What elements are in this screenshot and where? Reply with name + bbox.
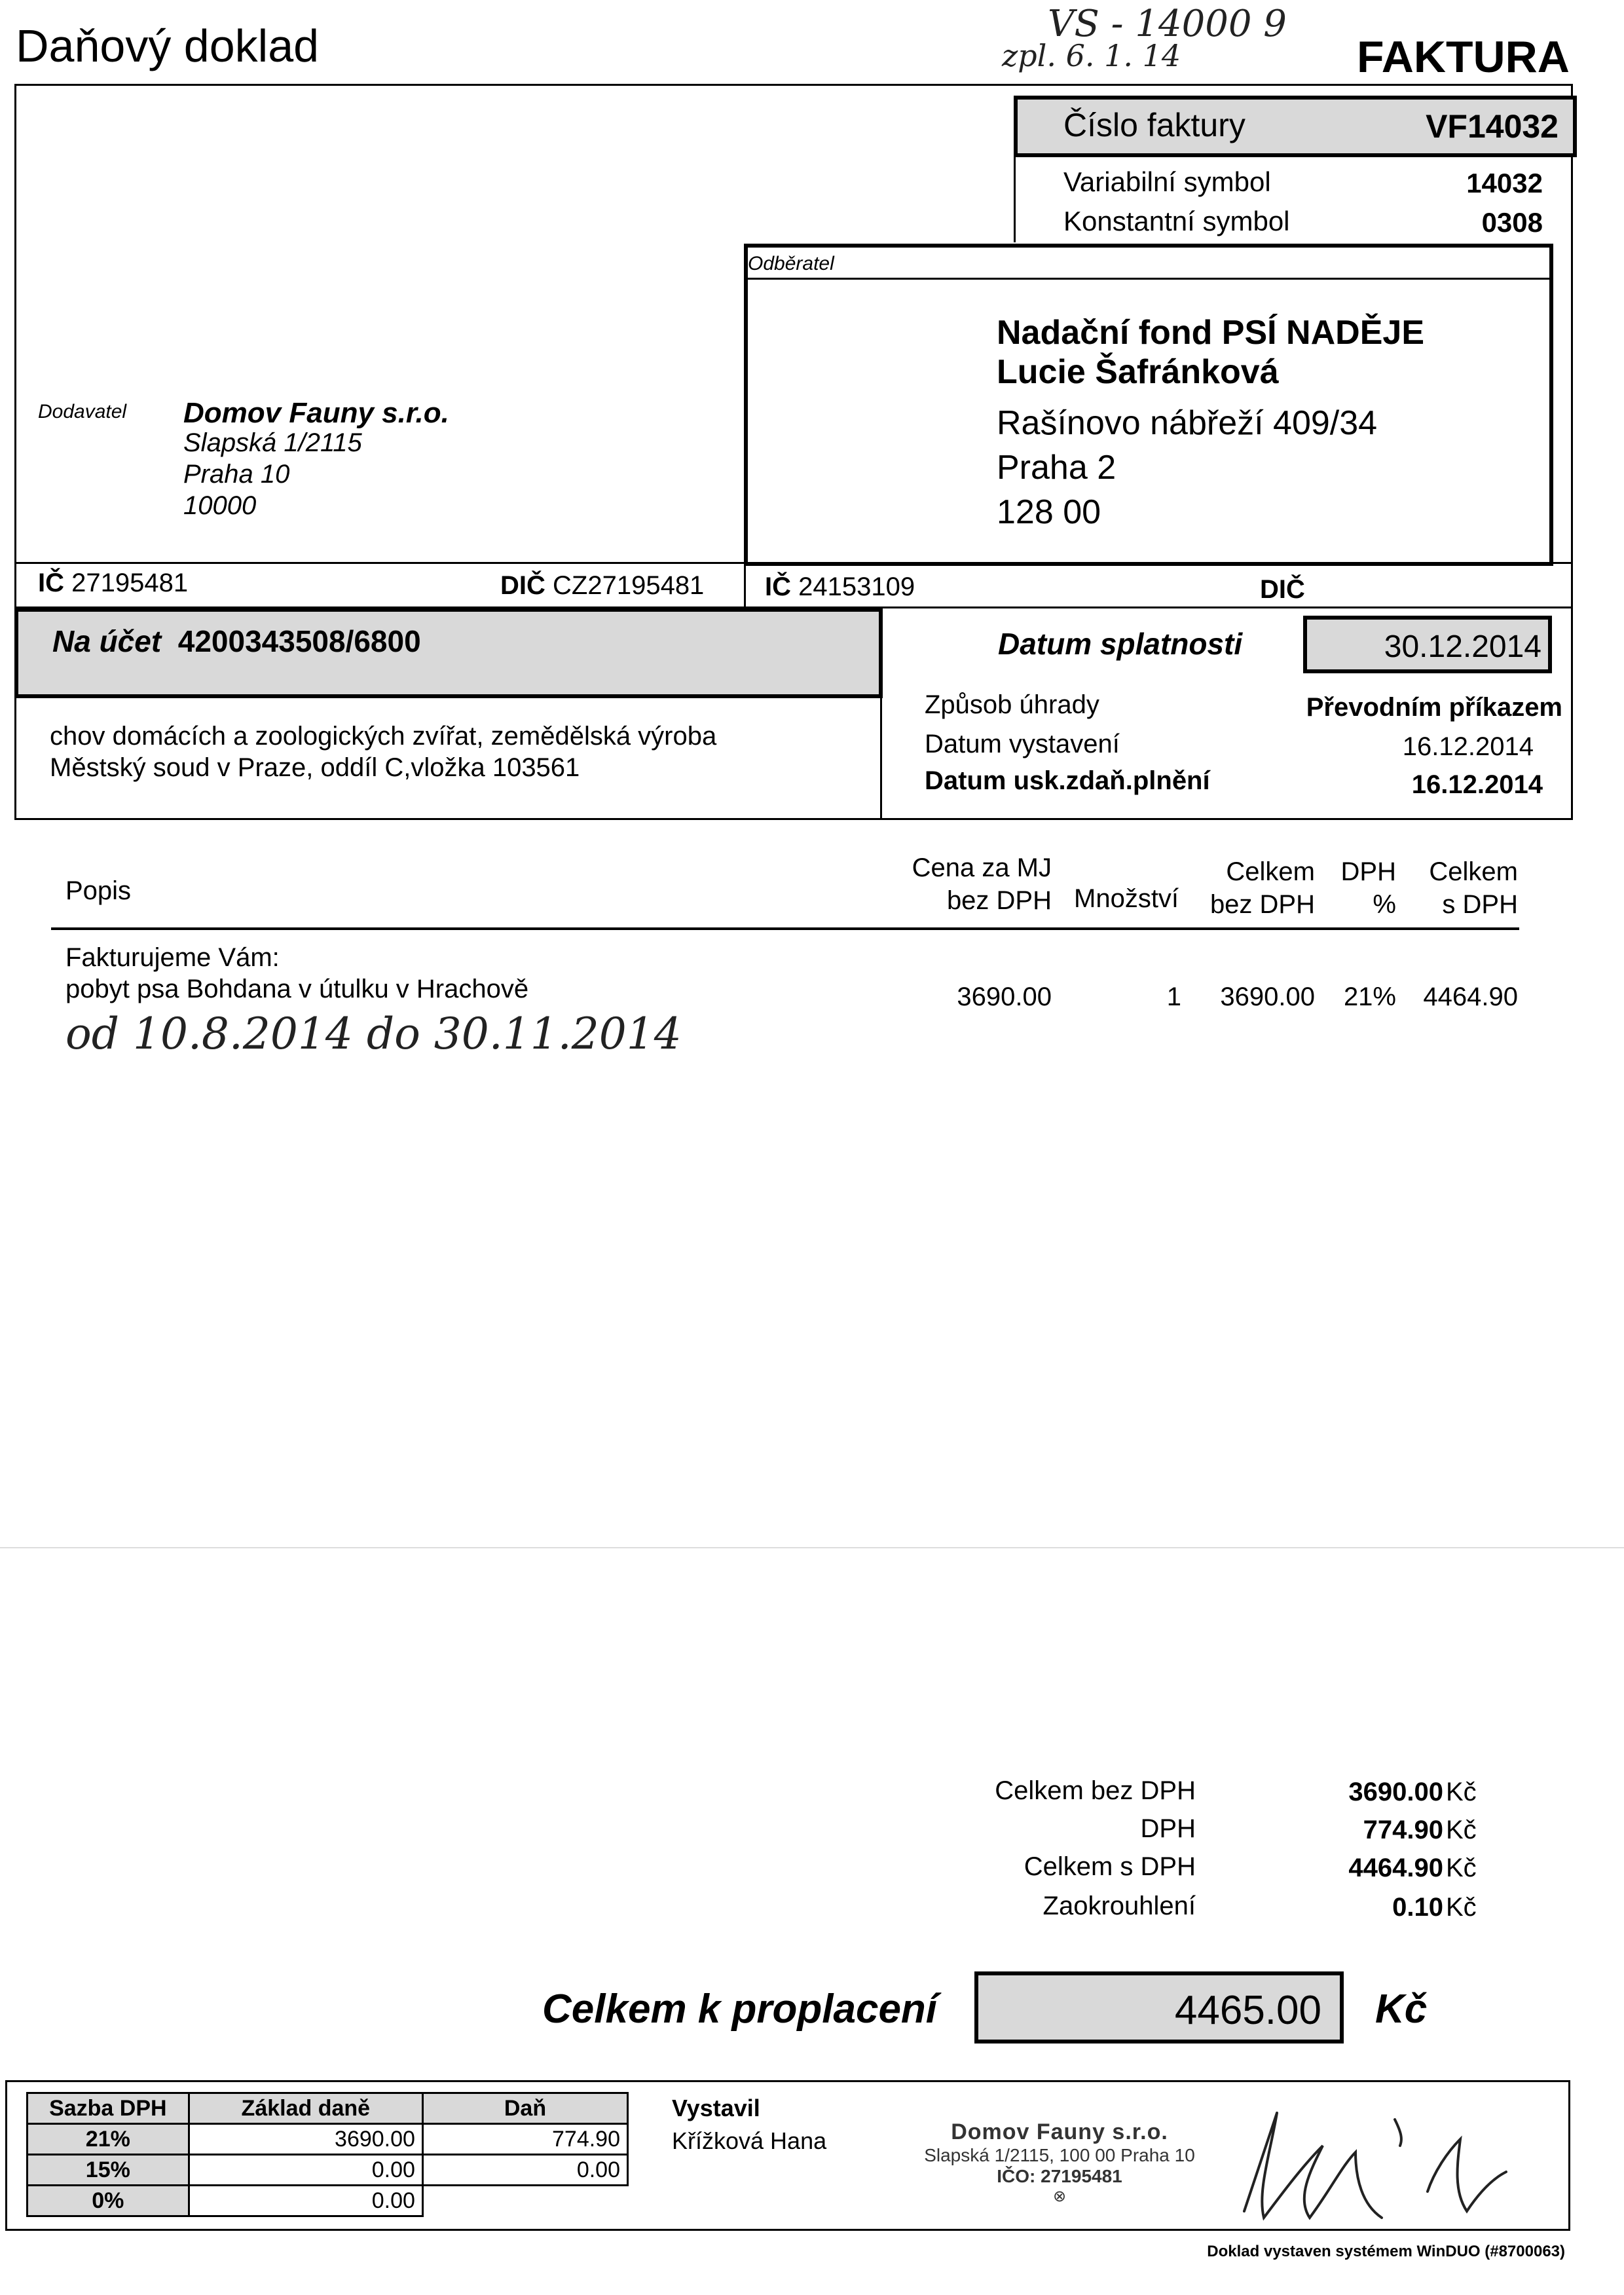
column-unit-price: Cena za MJ bez DPH xyxy=(912,853,1052,915)
supplier-name: Domov Fauny s.r.o. xyxy=(183,397,449,429)
handwritten-period: od 10.8.2014 do 30.11.2014 xyxy=(65,1009,682,1059)
rounding-label: Zaokrouhlení xyxy=(1043,1892,1196,1920)
customer-name: Nadační fond PSÍ NADĚJE xyxy=(997,314,1424,352)
supplier-activity: chov domácích a zoologických zvířat, zemědělská výroba xyxy=(50,722,717,751)
due-date: 30.12.2014 xyxy=(1384,629,1541,664)
company-stamp: Domov Fauny s.r.o. Slapská 1/2115, 100 00 Praha 10 IČO: 27195481 ⊗ xyxy=(909,2119,1210,2206)
vat-header-base: Základ daně xyxy=(189,2093,422,2124)
invoice-number-label: Číslo faktury xyxy=(1063,107,1246,143)
total-net: 3690.00 xyxy=(1348,1778,1443,1806)
total-gross-label: Celkem s DPH xyxy=(1024,1852,1196,1881)
rounding-currency: Kč xyxy=(1446,1893,1477,1922)
supplier-ic: IČ 27195481 xyxy=(38,569,189,597)
customer-dic-label: DIČ xyxy=(1260,575,1305,604)
total-net-currency: Kč xyxy=(1446,1778,1477,1806)
taxable-date-label: Datum usk.zdaň.plnění xyxy=(925,766,1210,795)
issued-by: Křížková Hana xyxy=(672,2127,827,2154)
system-note: Doklad vystaven systémem WinDUO (#8700063) xyxy=(1207,2243,1565,2260)
supplier-register: Městský soud v Praze, oddíl C,vložka 103561 xyxy=(50,753,580,782)
issue-date-label: Datum vystavení xyxy=(925,730,1120,758)
total-gross: 4464.90 xyxy=(1348,1854,1443,1882)
item-description: pobyt psa Bohdana v útulku v Hrachově xyxy=(65,975,529,1003)
total-net-label: Celkem bez DPH xyxy=(995,1776,1196,1805)
total-vat-currency: Kč xyxy=(1446,1816,1477,1844)
total-vat-label: DPH xyxy=(1140,1814,1196,1843)
column-vat-rate: DPH % xyxy=(1340,857,1396,919)
payment-method-label: Způsob úhrady xyxy=(925,690,1099,719)
supplier-zip: 10000 xyxy=(183,491,257,520)
bank-account: Na účet 4200343508/6800 xyxy=(52,624,421,658)
faktura-title: FAKTURA xyxy=(1357,32,1570,82)
rounding: 0.10 xyxy=(1392,1893,1443,1922)
customer-city: Praha 2 xyxy=(997,449,1116,487)
item-net-total: 3690.00 xyxy=(1220,982,1315,1011)
column-gross-total: Celkem s DPH xyxy=(1429,857,1518,919)
customer-box xyxy=(744,244,1553,566)
handwritten-paid-note: zpl. 6. 1. 14 xyxy=(1002,38,1181,73)
handwritten-vs-note: VS - 14000 9 xyxy=(1048,3,1287,45)
payment-method: Převodním příkazem xyxy=(1306,693,1562,722)
page-fold-line xyxy=(0,1547,1624,1548)
document-title: Daňový doklad xyxy=(16,20,320,71)
supplier-label: Dodavatel xyxy=(38,401,127,422)
vat-row: 21% 3690.00 774.90 xyxy=(28,2124,628,2155)
vat-header-tax: Daň xyxy=(422,2093,627,2124)
variable-symbol-label: Variabilní symbol xyxy=(1063,166,1271,197)
issue-date: 16.12.2014 xyxy=(1402,732,1534,761)
customer-label: Odběratel xyxy=(748,253,834,274)
supplier-city: Praha 10 xyxy=(183,460,290,489)
invoice-number: VF14032 xyxy=(1426,108,1559,145)
item-unit-price: 3690.00 xyxy=(957,982,1052,1011)
column-description: Popis xyxy=(65,876,132,905)
item-quantity: 1 xyxy=(1166,982,1181,1011)
customer-contact: Lucie Šafránková xyxy=(997,353,1279,391)
constant-symbol: 0308 xyxy=(1481,207,1543,238)
supplier-street: Slapská 1/2115 xyxy=(183,428,362,457)
total-gross-currency: Kč xyxy=(1446,1854,1477,1882)
supplier-dic: DIČ CZ27195481 xyxy=(500,571,705,600)
vat-summary-table xyxy=(26,2092,629,2217)
vat-header-rate: Sazba DPH xyxy=(28,2093,189,2124)
amount-due-box xyxy=(974,1971,1344,2043)
due-date-label: Datum splatnosti xyxy=(998,627,1243,661)
issued-by-label: Vystavil xyxy=(672,2095,760,2121)
amount-due-label: Celkem k proplacení xyxy=(542,1987,938,2032)
amount-due-currency: Kč xyxy=(1375,1987,1428,2032)
vat-row: 0% 0.00 xyxy=(28,2186,628,2216)
customer-ic: IČ 24153109 xyxy=(765,572,915,601)
item-gross-total: 4464.90 xyxy=(1423,982,1518,1011)
invoice-number-box xyxy=(1014,96,1577,157)
amount-due: 4465.00 xyxy=(1174,1988,1321,2033)
total-vat: 774.90 xyxy=(1363,1816,1443,1844)
constant-symbol-label: Konstantní symbol xyxy=(1063,206,1290,236)
customer-street: Rašínovo nábřeží 409/34 xyxy=(997,404,1378,442)
column-net-total: Celkem bez DPH xyxy=(1209,857,1315,919)
items-intro: Fakturujeme Vám: xyxy=(65,943,280,972)
variable-symbol: 14032 xyxy=(1466,168,1543,198)
vat-row: 15% 0.00 0.00 xyxy=(28,2155,628,2186)
item-vat-rate: 21% xyxy=(1343,982,1396,1011)
taxable-date: 16.12.2014 xyxy=(1411,770,1543,799)
customer-zip: 128 00 xyxy=(997,493,1101,531)
bank-account-box xyxy=(14,608,883,698)
column-quantity: Množství xyxy=(1074,884,1179,913)
due-date-box xyxy=(1303,616,1552,673)
stamp-emblem-icon: ⊗ xyxy=(1052,2188,1067,2205)
signature-icon xyxy=(1231,2093,1532,2237)
